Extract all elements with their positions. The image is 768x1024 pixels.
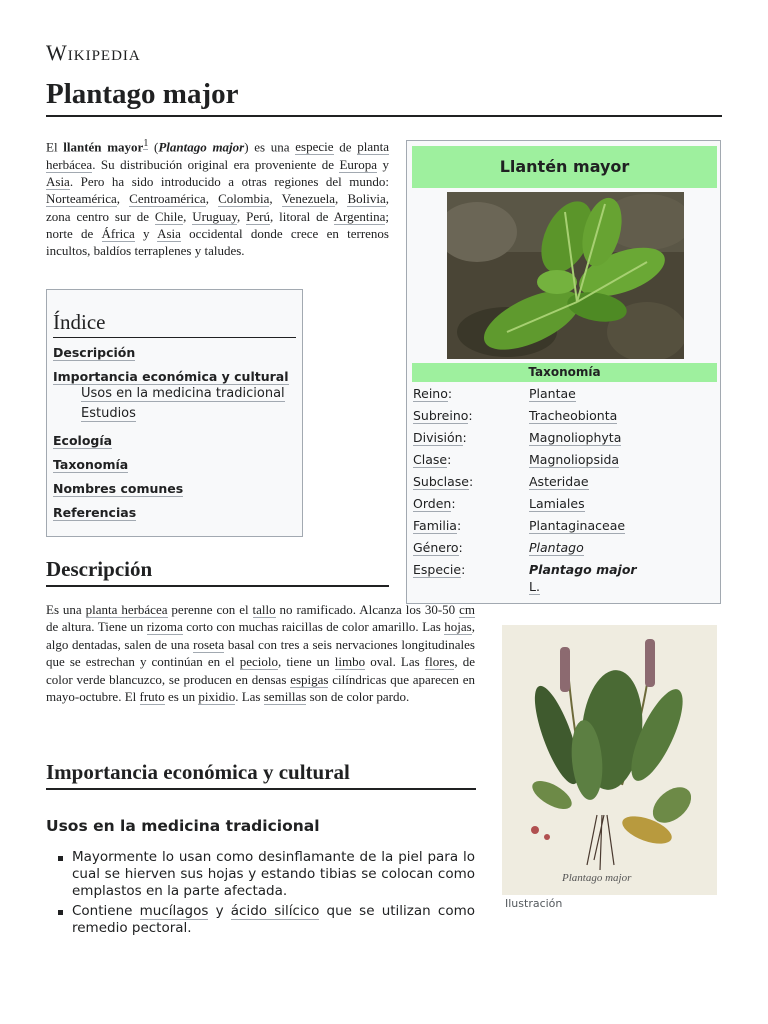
taxonomy-row: Familia: Plantaginaceae	[413, 518, 626, 533]
link-fruto[interactable]: fruto	[139, 689, 165, 705]
page-title: Plantago major	[46, 78, 722, 117]
toc-item-usos[interactable]: Usos en la medicina tradicional	[81, 386, 285, 401]
link-cm[interactable]: cm	[459, 602, 475, 617]
toc-title: Índice	[53, 310, 296, 338]
link-acido-silicico[interactable]: ácido silícico	[230, 903, 320, 919]
rank-label[interactable]: Orden	[413, 496, 452, 511]
plant-photo[interactable]	[447, 192, 684, 359]
taxobox-title: Llantén mayor	[412, 146, 717, 188]
link-venezuela[interactable]: Venezuela	[281, 191, 336, 207]
link-argentina[interactable]: Argentina	[333, 208, 386, 224]
rank-value[interactable]: Plantae	[529, 386, 576, 401]
link-roseta[interactable]: roseta	[193, 636, 225, 652]
figure-caption: Ilustración	[505, 897, 563, 910]
link-planta-herbacea[interactable]: planta herbácea	[46, 139, 389, 172]
link-peciolo[interactable]: peciolo	[239, 654, 278, 670]
bold-common-name: llantén mayor	[63, 139, 144, 155]
link-planta-herbacea[interactable]: planta herbácea	[85, 602, 168, 617]
taxonomy-row: Género: Plantago	[413, 540, 584, 555]
table-of-contents	[46, 289, 303, 537]
taxonomy-row: Especie: Plantago major	[413, 562, 637, 577]
taxonomy-row: Subreino: Tracheobionta	[413, 408, 618, 423]
link-asia-occidental[interactable]: Asia	[157, 225, 181, 241]
link-norteamerica[interactable]: Norteamérica	[46, 191, 117, 207]
rank-value[interactable]: Tracheobionta	[529, 408, 618, 423]
description-paragraph: Es una planta herbácea perenne con el tallo no ramificado. Alcanza los 30-50 cm de altura. Tiene un rizoma corto con muchas raicillas de color amarillo. Las hojas, algo dentadas, salen de una roseta basal con tres a seis nervaciones longitudinales que se estrechan y continúan en el peciolo, tiene un limbo oval. Las flores, de color verde blancuzco, se producen en densas espigas cilíndricas que aparecen en mayo-octubre. El fruto es un pixidio. Las semillas son de color pardo.	[46, 602, 475, 705]
link-hojas[interactable]: hojas	[444, 619, 472, 635]
rank-label[interactable]: Clase	[413, 452, 448, 467]
link-peru[interactable]: Perú	[246, 208, 270, 224]
section-heading-importancia: Importancia económica y cultural	[46, 760, 476, 790]
toc-item-importancia[interactable]: Importancia económica y cultural	[53, 369, 289, 384]
link-centroamerica[interactable]: Centroamérica	[129, 191, 206, 207]
link-tallo[interactable]: tallo	[252, 602, 276, 617]
taxonomy-row: Clase: Magnoliopsida	[413, 452, 620, 467]
rank-label[interactable]: Especie	[413, 562, 462, 577]
rank-label[interactable]: Reino	[413, 386, 448, 401]
list-item: Mayormente lo usan como desinflamante de la piel para lo cual se hierven sus hojas y estando tibias se colocan como emplastos en la parte afectada.	[56, 849, 475, 900]
section-heading-descripcion: Descripción	[46, 557, 389, 587]
link-espigas[interactable]: espigas	[290, 671, 329, 687]
link-flores[interactable]: flores	[424, 654, 455, 670]
taxonomy-header: Taxonomía	[412, 363, 717, 382]
taxonomy-row: División: Magnoliophyta	[413, 430, 622, 445]
rank-value[interactable]: Magnoliophyta	[529, 430, 622, 445]
botanical-illustration[interactable]	[502, 625, 717, 895]
rank-value[interactable]: Magnoliopsida	[529, 452, 620, 467]
toc-item-referencias[interactable]: Referencias	[53, 505, 137, 520]
rank-label[interactable]: Familia	[413, 518, 457, 533]
section-heading-usos: Usos en la medicina tradicional	[46, 817, 320, 835]
rank-label[interactable]: Género	[413, 540, 459, 555]
link-limbo[interactable]: limbo	[334, 654, 366, 670]
toc-item-descripcion[interactable]: Descripción	[53, 345, 136, 360]
illustration-inscription: Plantago major	[562, 872, 632, 884]
toc-item-nombres[interactable]: Nombres comunes	[53, 481, 184, 496]
species-value: Plantago major	[529, 562, 637, 577]
link-asia[interactable]: Asia	[46, 173, 70, 189]
link-especie[interactable]: especie	[295, 139, 334, 155]
scientific-name: Plantago major	[158, 139, 245, 155]
rank-label[interactable]: Subreino	[413, 408, 469, 423]
link-pixidio[interactable]: pixidio	[198, 689, 236, 705]
wikipedia-wordmark[interactable]: Wikipedia	[46, 40, 141, 65]
link-bolivia[interactable]: Bolivia	[347, 191, 386, 207]
rank-value[interactable]: Plantago	[529, 540, 584, 555]
taxobox	[406, 140, 721, 604]
rank-value[interactable]: Lamiales	[529, 496, 585, 511]
rank-value[interactable]: Plantaginaceae	[529, 518, 626, 533]
rank-label[interactable]: División	[413, 430, 463, 445]
toc-item-taxonomia[interactable]: Taxonomía	[53, 457, 129, 472]
link-colombia[interactable]: Colombia	[218, 191, 270, 207]
rank-label[interactable]: Subclase	[413, 474, 469, 489]
toc-item-estudios[interactable]: Estudios	[81, 406, 136, 421]
taxonomy-row: Reino: Plantae	[413, 386, 576, 401]
link-uruguay[interactable]: Uruguay	[192, 208, 237, 224]
reference-1[interactable]: 1	[143, 138, 149, 149]
rank-value[interactable]: Asteridae	[529, 474, 589, 489]
toc-item-ecologia[interactable]: Ecología	[53, 433, 113, 448]
uses-list	[56, 849, 475, 940]
link-africa[interactable]: África	[101, 225, 135, 241]
link-mucilagos[interactable]: mucílagos	[139, 903, 209, 919]
list-item: Contiene mucílagos y ácido silícico que se utilizan como remedio pectoral.	[56, 903, 475, 937]
taxonomy-row: Orden: Lamiales	[413, 496, 585, 511]
link-chile[interactable]: Chile	[154, 208, 184, 224]
link-rizoma[interactable]: rizoma	[146, 619, 183, 635]
link-semillas[interactable]: semillas	[263, 689, 307, 705]
link-europa[interactable]: Europa	[339, 156, 378, 172]
intro-paragraph: El llantén mayor$^1$ (Plantago major) es una especie de planta herbácea. Su distribución original era proveniente de Europa y Asia. Pero ha sido introducido a otras regiones del mundo: Norteamérica, Centroamérica, Colombia, Venezuela, Bolivia, zona centro sur de Chile, Uruguay, Perú, litoral de Argentina; norte de África y Asia occidental donde crece en terrenos incultos, baldíos terraplenes y taludes.	[46, 138, 389, 259]
author-abbrev[interactable]: L.	[529, 579, 540, 594]
taxonomy-row: Subclase: Asteridae	[413, 474, 589, 489]
taxonomy-rows	[413, 385, 713, 583]
